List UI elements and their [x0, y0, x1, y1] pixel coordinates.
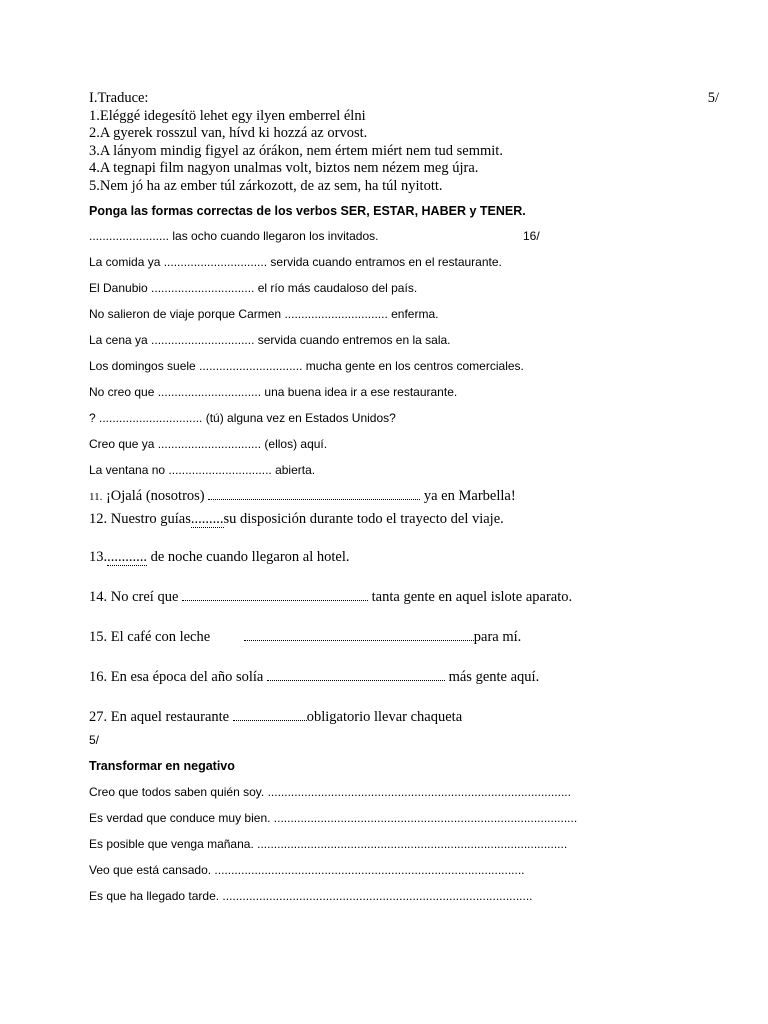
verbs-list [89, 223, 729, 483]
exercise-text: 14. No creí que [89, 589, 179, 605]
exercise-text: 27. En aquel restaurante [89, 709, 230, 725]
translation-sentence: 5.Nem jó ha az ember túl zárkozott, de az sem, ha túl nyitott. [89, 177, 443, 194]
answer-blank[interactable]: ........... [107, 549, 147, 565]
verb-exercise-line: La cena ya ............................... servida cuando entremos en la sala. [89, 333, 451, 347]
answer-blank[interactable]: ......... [190, 511, 224, 527]
exercise-text: 15. El café con leche [89, 629, 211, 645]
negative-exercise-line: Veo que está cansado. ............................................................................................. [89, 863, 525, 877]
negative-exercise-line: Es verdad que conduce muy bien. ........................................................................................... [89, 811, 578, 825]
negative-section [89, 727, 729, 909]
verb-exercise-line: Los domingos suele ............................... mucha gente en los centros comerciales. [89, 359, 524, 373]
exercise-text: para mí. [473, 629, 522, 645]
negative-points: 5/ [89, 733, 100, 747]
exercise-text: más gente aquí. [448, 669, 540, 685]
verb-exercise-text: ........................ las ocho cuando llegaron los invitados. [89, 229, 379, 243]
verb-exercise-line [89, 511, 729, 528]
translation-points: 5/ [707, 90, 719, 106]
translation-header [89, 90, 729, 108]
translation-sentence: 3.A lányom mindig figyel az órákon, nem értem miért nem tud semmit. [89, 142, 503, 159]
verb-exercise-line: No creo que ............................... una buena idea ir a ese restaurante. [89, 385, 458, 399]
exercise-text: ya en Marbella! [423, 488, 516, 504]
negative-exercise-line: Es posible que venga mañana. ............................................................................................. [89, 837, 568, 851]
verb-exercise-line: ? ............................... (tú) alguna vez en Estados Unidos? [89, 411, 396, 425]
exercise-text: su disposición durante todo el trayecto del viaje. [223, 511, 504, 527]
verb-exercise-line: La comida ya ............................... servida cuando entramos en el restaurante. [89, 255, 502, 269]
answer-blank[interactable] [182, 587, 368, 601]
verb-exercise-line: La ventana no ............................... abierta. [89, 463, 316, 477]
negative-exercise-line: Es que ha llegado tarde. ............................................................................................. [89, 889, 533, 903]
exercise-text: 16. En esa época del año solía [89, 669, 264, 685]
verb-exercise-line [89, 486, 729, 505]
translation-sentence: 2.A gyerek rosszul van, hívd ki hozzá az orvost. [89, 125, 368, 141]
answer-blank[interactable] [208, 486, 420, 500]
verbs-heading: Ponga las formas correctas de los verbos SER, ESTAR, HABER y TENER. [89, 204, 526, 218]
negative-heading: Transformar en negativo [89, 759, 235, 773]
verb-exercise-line: El Danubio ............................... el río más caudaloso del país. [89, 281, 418, 295]
item-number: 11. [89, 491, 103, 503]
verb-exercise-line [89, 707, 729, 726]
verbs-serif-list [89, 486, 729, 726]
exercise-text: de noche cuando llegaron al hotel. [150, 549, 350, 565]
exercise-text: 12. Nuestro guías [89, 511, 191, 527]
translation-sentence: 4.A tegnapi film nagyon unalmas volt, biztos nem nézem meg újra. [89, 160, 479, 176]
exercise-text: 13. [89, 549, 108, 565]
verb-exercise-line: No salieron de viaje porque Carmen ............................... enferma. [89, 307, 439, 321]
verb-exercise-line [89, 223, 729, 249]
verbs-points: 16/ [523, 229, 540, 243]
verb-exercise-line: Creo que ya ............................... (ellos) aquí. [89, 437, 328, 451]
verb-exercise-line [89, 627, 729, 646]
answer-blank[interactable] [267, 667, 445, 681]
worksheet-page [89, 90, 729, 909]
exercise-text: obligatorio llevar chaqueta [306, 709, 463, 725]
verb-exercise-line [89, 549, 729, 566]
answer-blank[interactable] [233, 707, 307, 721]
answer-blank[interactable] [244, 627, 474, 641]
negative-exercise-line: Creo que todos saben quién soy. ........................................................................................... [89, 785, 571, 799]
exercise-text: tanta gente en aquel islote aparato. [371, 589, 573, 605]
translation-section [89, 90, 729, 195]
translation-sentence: 1.Eléggé idegesítö lehet egy ilyen emberrel élni [89, 107, 366, 124]
exercise-text: ¡Ojalá (nosotros) [105, 488, 205, 504]
verb-exercise-line [89, 587, 729, 606]
verb-exercise-line [89, 667, 729, 686]
translation-title: I.Traduce: [89, 90, 149, 106]
